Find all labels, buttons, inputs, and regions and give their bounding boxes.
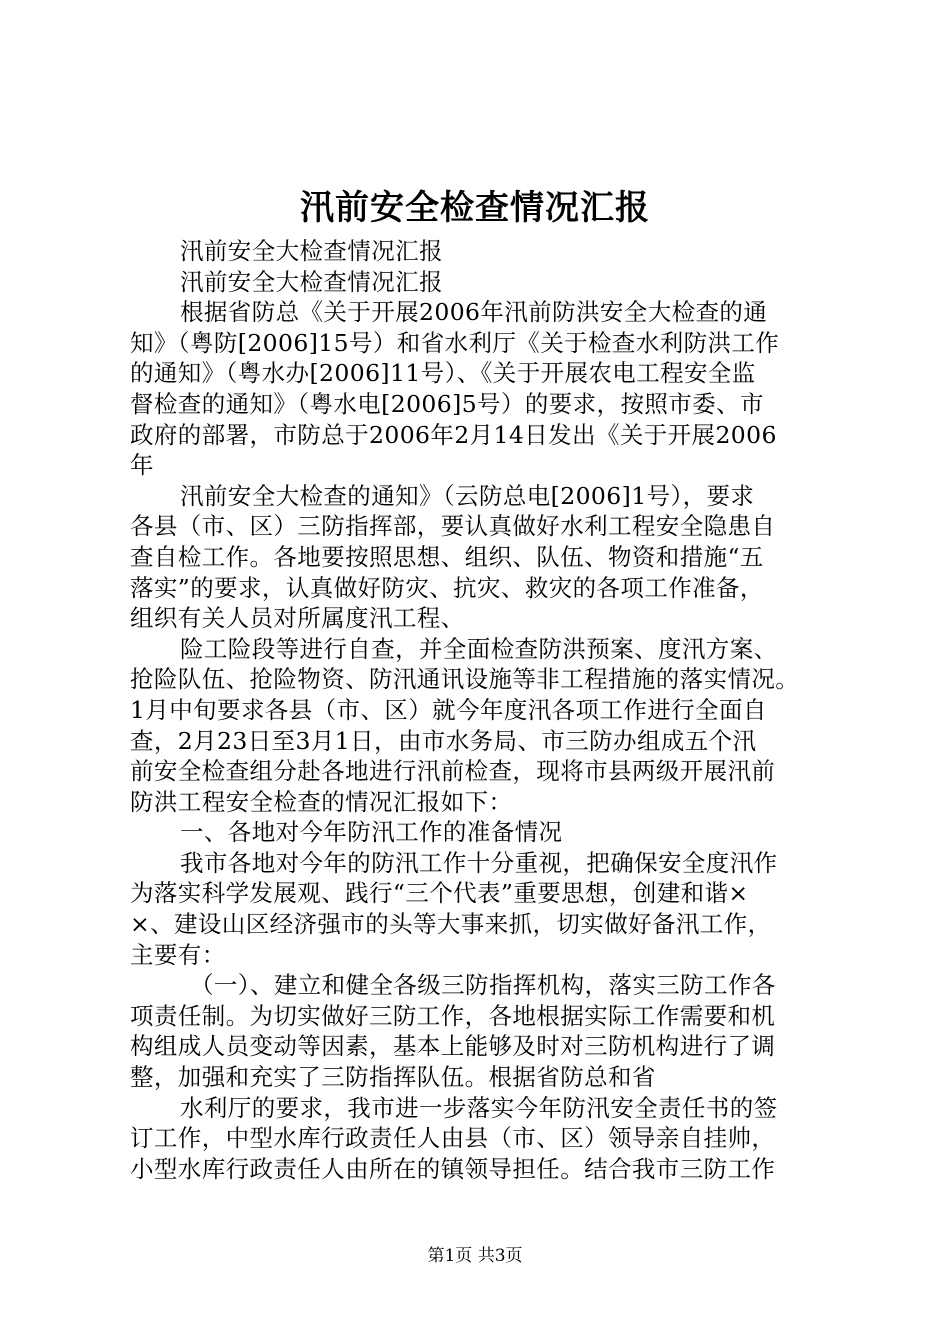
text-line: 主要有：: [130, 940, 226, 969]
text-line: 汛前安全大检查的通知》（云防总电[2006]1号），要求: [180, 481, 755, 510]
document-title: 汛前安全检查情况汇报: [300, 188, 650, 228]
document-body: [130, 236, 850, 1184]
text-line: 各县（市、区）三防指挥部，要认真做好水利工程安全隐患自: [130, 512, 776, 541]
text-line: 为落实科学发展观、践行“三个代表”重要思想，创建和谐×: [130, 879, 749, 908]
text-line: 知》（粤防[2006]15号）和省水利厅《关于检查水利防洪工作: [130, 328, 780, 357]
text-line: 落实”的要求，认真做好防灾、抗灾、救灾的各项工作准备，: [130, 573, 764, 602]
text-line: 小型水库行政责任人由所在的镇领导担任。结合我市三防工作: [130, 1154, 776, 1183]
text-line: 查，2月23日至3月1日，由市水务局、市三防办组成五个汛: [130, 726, 757, 755]
text-line: 督检查的通知》（粤水电[2006]5号）的要求，按照市委、市: [130, 389, 764, 418]
text-line: 组织有关人员对所属度汛工程、: [130, 604, 465, 633]
text-line: 汛前安全大检查情况汇报: [180, 237, 443, 265]
text-line: 汛前安全大检查情况汇报: [180, 267, 443, 296]
text-line: 订工作，中型水库行政责任人由县（市、区）领导亲自挂帅，: [130, 1124, 776, 1153]
text-line: 年: [130, 451, 154, 480]
text-line: 政府的部署，市防总于2006年2月14日发出《关于开展2006: [130, 420, 777, 449]
text-line: 整，加强和充实了三防指挥队伍。根据省防总和省: [130, 1063, 656, 1092]
page-number-footer: 第1页 共3页: [427, 1246, 523, 1266]
text-line: 抢险队伍、抢险物资、防汛通讯设施等非工程措施的落实情况。: [130, 665, 800, 694]
text-line: 1月中旬要求各县（市、区）就今年度汛各项工作进行全面自: [130, 695, 767, 724]
text-line: 我市各地对今年的防汛工作十分重视，把确保安全度汛作: [180, 848, 778, 877]
text-line: 项责任制。为切实做好三防工作，各地根据实际工作需要和机: [130, 1001, 776, 1030]
text-line: 根据省防总《关于开展2006年汛前防洪安全大检查的通: [180, 298, 768, 327]
text-line: ×、建设山区经济强市的头等大事来抓，切实做好备汛工作，: [130, 910, 772, 939]
section-heading: 一、各地对今年防汛工作的准备情况: [180, 818, 563, 847]
text-line: 构组成人员变动等因素，基本上能够及时对三防机构进行了调: [130, 1032, 776, 1061]
text-line: 的通知》（粤水办[2006]11号）、《关于开展农电工程安全监: [130, 359, 756, 388]
text-line: 防洪工程安全检查的情况汇报如下：: [130, 787, 513, 816]
text-line: 险工险段等进行自查，并全面检查防洪预案、度汛方案、: [180, 634, 778, 663]
text-line: 水利厅的要求，我市进一步落实今年防汛安全责任书的签: [180, 1093, 778, 1122]
text-line: 查自检工作。各地要按照思想、组织、队伍、物资和措施“五: [130, 542, 764, 571]
text-line: 前安全检查组分赴各地进行汛前检查，现将市县两级开展汛前: [130, 757, 776, 786]
subsection-line: （一）、建立和健全各级三防指挥机构，落实三防工作各: [190, 971, 776, 1000]
